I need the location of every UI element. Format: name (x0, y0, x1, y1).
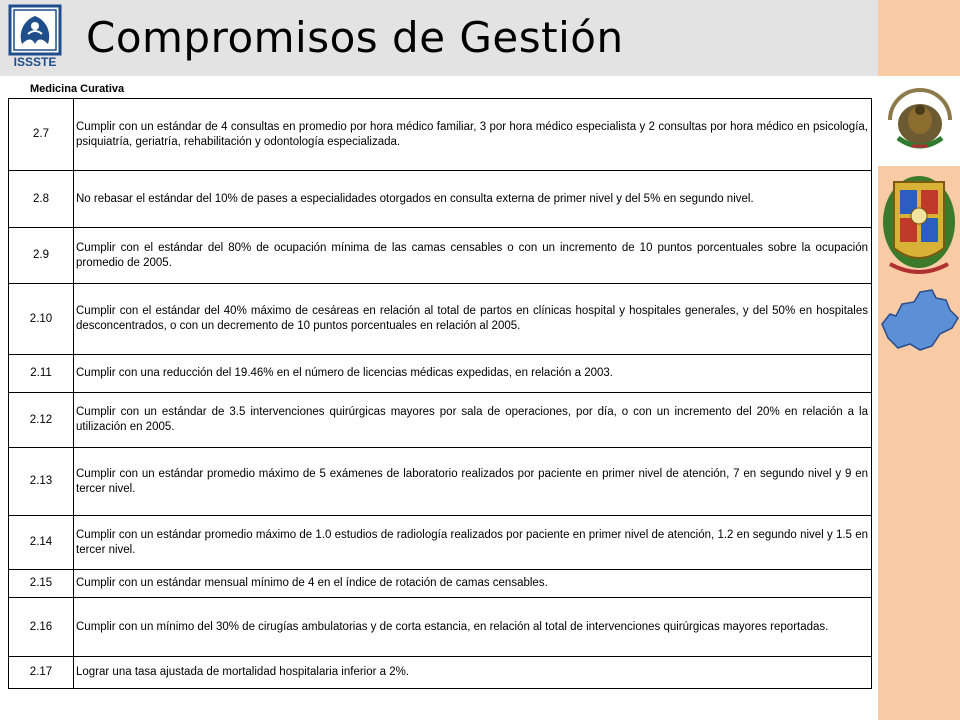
goals-table (8, 98, 872, 689)
issste-logo-icon (8, 4, 62, 70)
table-row (9, 657, 872, 689)
row-description: Cumplir con un mínimo del 30% de cirugías ambulatorias y de corta estancia, en relación al total de intervenciones quirúrgicas mayores reportadas. (74, 598, 872, 657)
table-row (9, 99, 872, 171)
table-row (9, 570, 872, 598)
row-description: Cumplir con el estándar del 40% máximo de cesáreas en relación al total de partos en clínicas hospital y hospitales generales, y del 50% en hospitales desconcentrados, o con un decremento de 10 puntos porcentuales en relación al 2005. (74, 284, 872, 355)
table-row (9, 171, 872, 228)
svg-text:ISSSTE: ISSSTE (13, 55, 57, 69)
header-bar (0, 0, 878, 76)
row-code: 2.12 (9, 393, 74, 448)
table-row (9, 228, 872, 284)
row-description: Cumplir con un estándar promedio máximo de 5 exámenes de laboratorio realizados por paciente en primer nivel de atención, 7 en segundo nivel y 9 en tercer nivel. (74, 448, 872, 516)
table-row (9, 516, 872, 570)
row-code: 2.13 (9, 448, 74, 516)
page-title: Compromisos de Gestión (86, 13, 624, 62)
table-row (9, 284, 872, 355)
table-row (9, 355, 872, 393)
state-coat-of-arms-icon (880, 168, 958, 283)
state-map-icon (880, 284, 960, 361)
row-description: Cumplir con el estándar del 80% de ocupación mínima de las camas censables o con un incremento de 10 puntos porcentuales sobre la ocupación promedio de 2005. (74, 228, 872, 284)
row-code: 2.16 (9, 598, 74, 657)
row-code: 2.7 (9, 99, 74, 171)
table-row (9, 393, 872, 448)
row-description: No rebasar el estándar del 10% de pases a especialidades otorgados en consulta externa de primer nivel y del 5% en segundo nivel. (74, 171, 872, 228)
row-description: Cumplir con un estándar de 4 consultas en promedio por hora médico familiar, 3 por hora médico especialista y 2 consultas por hora médico en psicología, psiquiatría, geriatría, rehabilitación y odontología especializada. (74, 99, 872, 171)
row-description: Cumplir con una reducción del 19.46% en el número de licencias médicas expedidas, en relación a 2003. (74, 355, 872, 393)
table-row (9, 598, 872, 657)
row-code: 2.9 (9, 228, 74, 284)
mexico-coat-of-arms-icon (884, 80, 956, 167)
row-code: 2.14 (9, 516, 74, 570)
table-row (9, 448, 872, 516)
row-code: 2.10 (9, 284, 74, 355)
row-description: Cumplir con un estándar promedio máximo de 1.0 estudios de radiología realizados por paciente en primer nivel de atención, 1.2 en segundo nivel y 1.5 en tercer nivel. (74, 516, 872, 570)
row-description: Cumplir con un estándar de 3.5 intervenciones quirúrgicas mayores por sala de operaciones, por día, o con un incremento del 20% en relación a la utilización en 2005. (74, 393, 872, 448)
row-code: 2.15 (9, 570, 74, 598)
row-code: 2.11 (9, 355, 74, 393)
row-description: Cumplir con un estándar mensual mínimo de 4 en el índice de rotación de camas censables. (74, 570, 872, 598)
row-code: 2.17 (9, 657, 74, 689)
section-label: Medicina Curativa (30, 83, 125, 95)
row-code: 2.8 (9, 171, 74, 228)
row-description: Lograr una tasa ajustada de mortalidad hospitalaria inferior a 2%. (74, 657, 872, 689)
